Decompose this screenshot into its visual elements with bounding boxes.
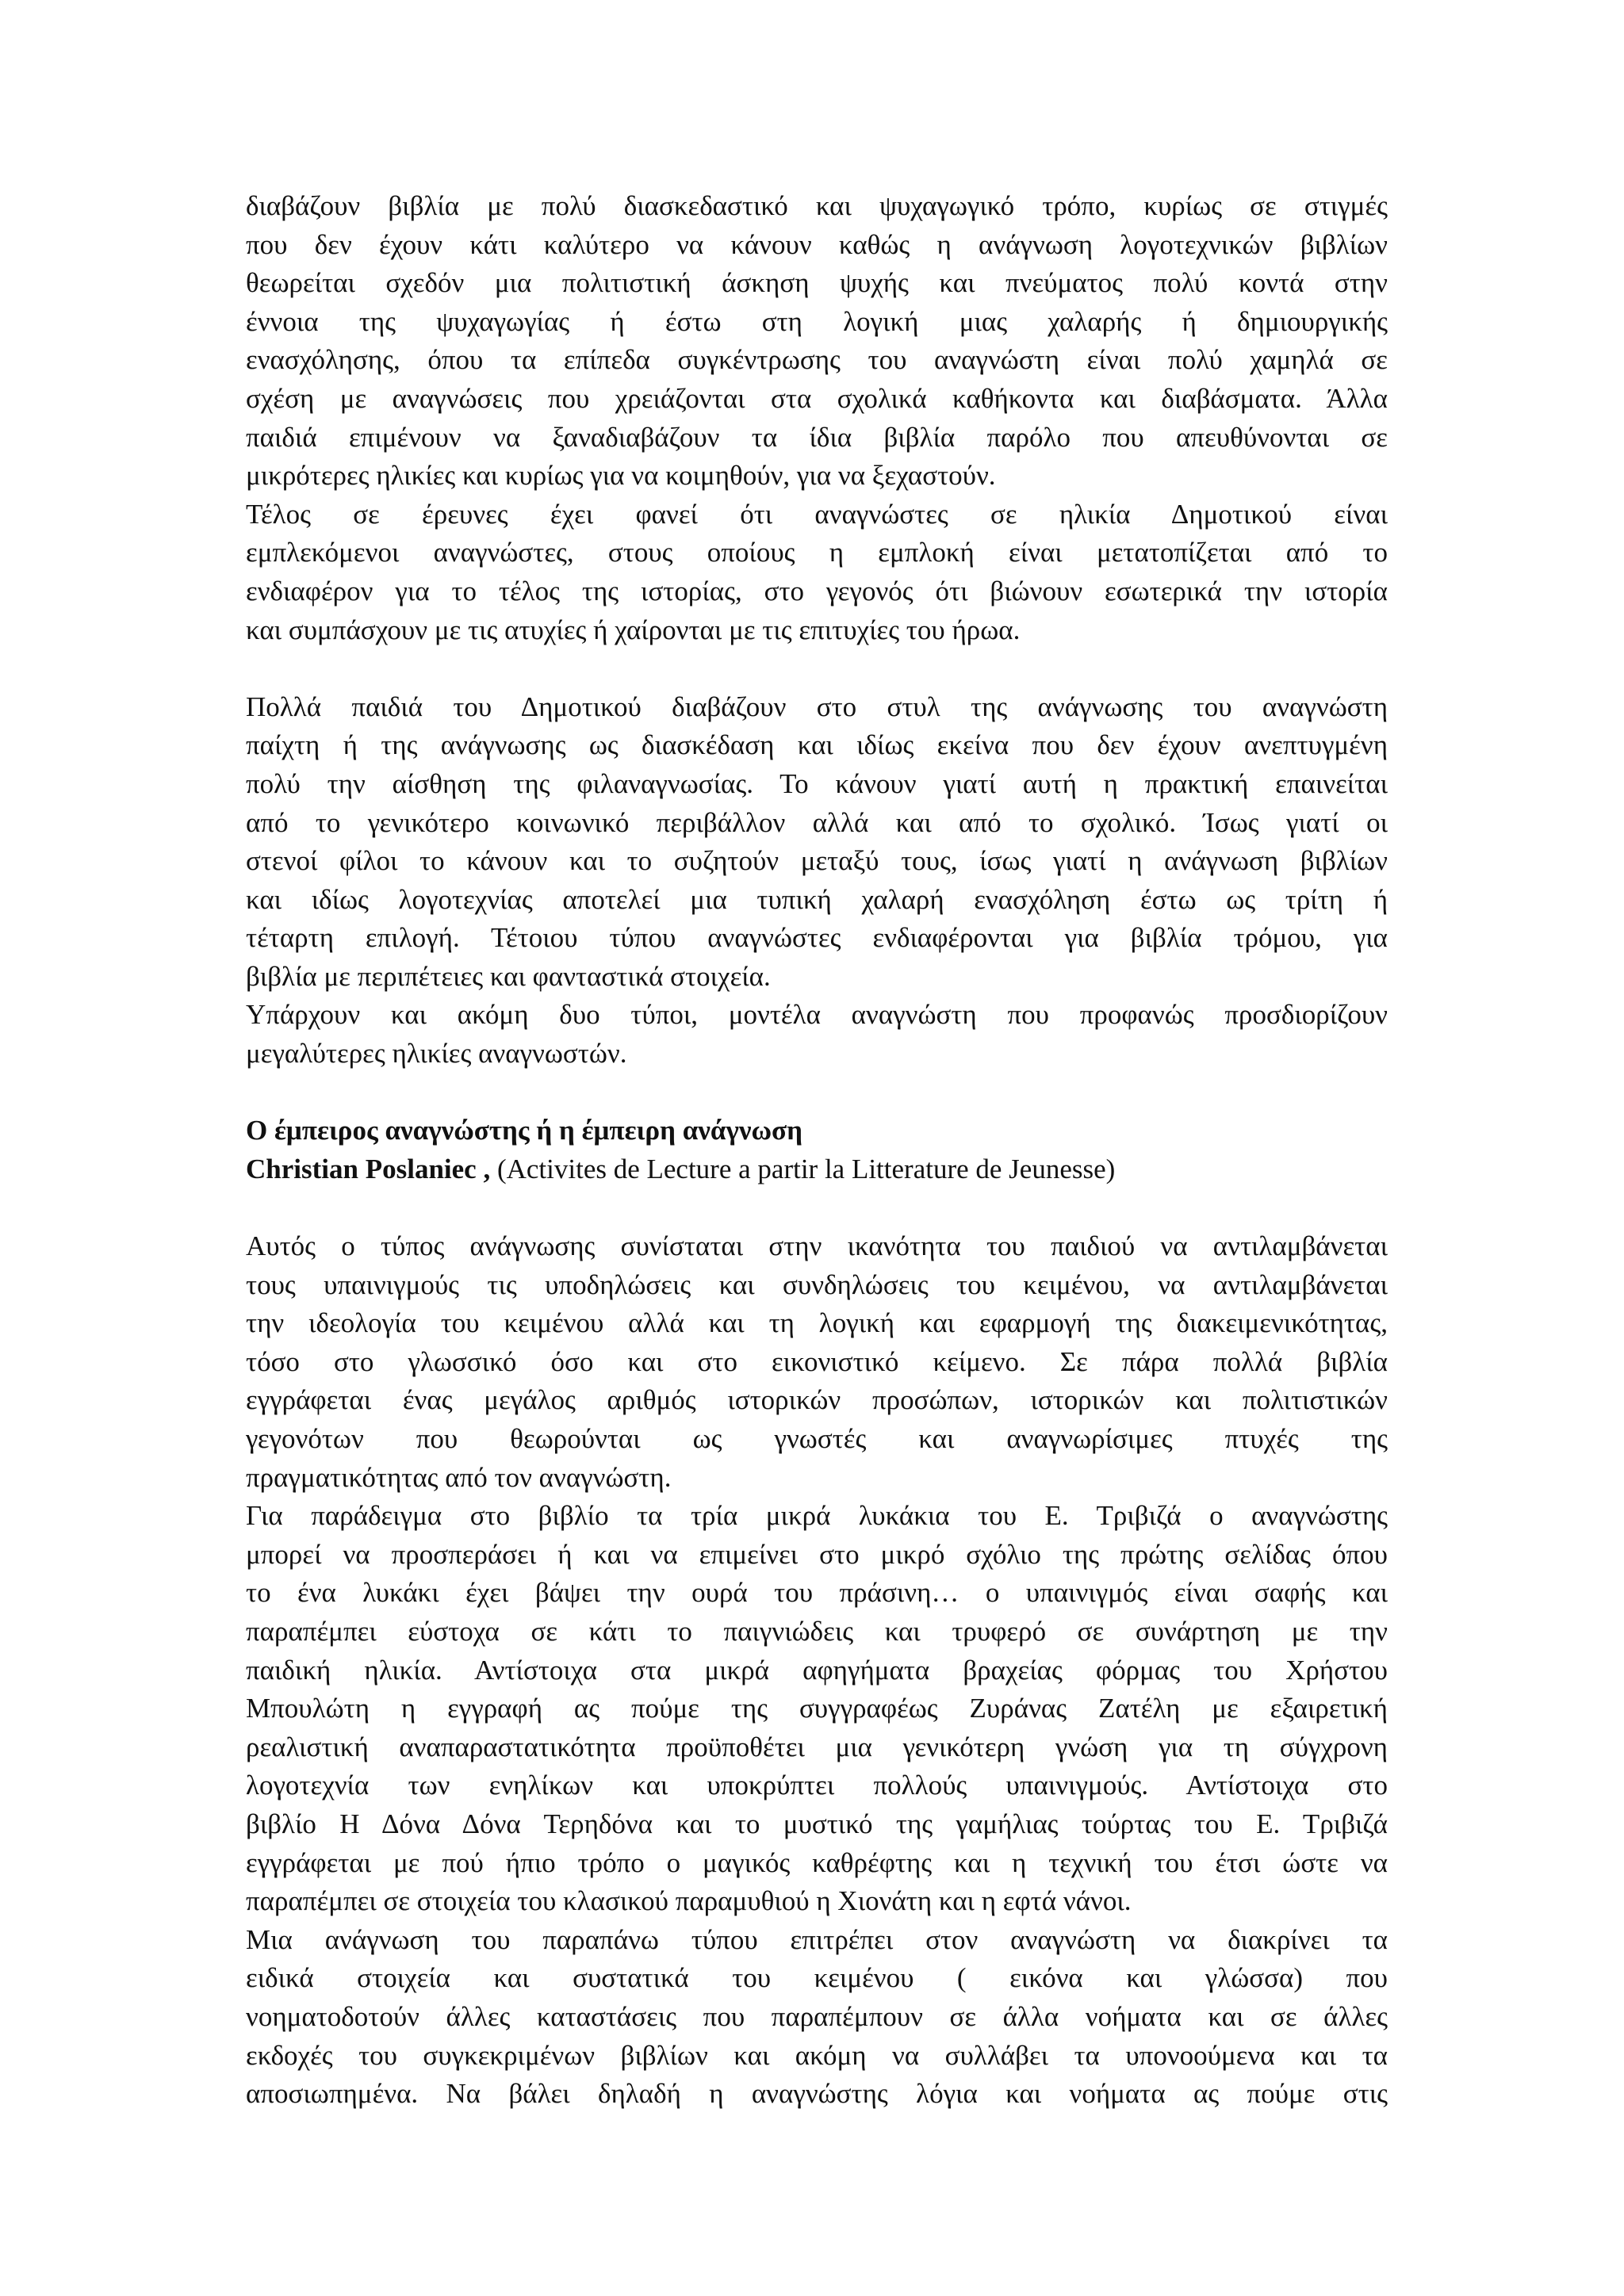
text-line: στενοί φίλοι το κάνουν και το συζητούν μεταξύ τους, ίσως γιατί η ανάγνωση βιβλίων xyxy=(246,845,1388,877)
text-line: το ένα λυκάκι έχει βάψει την ουρά του πράσινη… ο υπαινιγμός είναι σαφής και xyxy=(246,1577,1388,1609)
section-heading: Ο έμπειρος αναγνώστης ή η έμπειρη ανάγνωση xyxy=(246,1115,802,1146)
text-line: θεωρείται σχεδόν μια πολιτιστική άσκηση ψυχής και πνεύματος πολύ κοντά στην xyxy=(246,267,1388,299)
text-line: εγγράφεται ένας μεγάλος αριθμός ιστορικών προσώπων, ιστορικών και πολιτιστικών xyxy=(246,1384,1388,1416)
text-line: ρεαλιστική αναπαραστατικότητα προϋποθέτει μια γενικότερη γνώση για τη σύγχρονη xyxy=(246,1731,1388,1762)
text-line: Υπάρχουν και ακόμη δυο τύποι, μοντέλα αναγνώστη που προφανώς προσδιορίζουν xyxy=(246,999,1388,1031)
text-line: και συμπάσχουν με τις ατυχίες ή χαίρονται με τις επιτυχίες του ήρωα. xyxy=(246,614,1021,645)
text-line: πολύ την αίσθηση της φιλαναγνωσίας. Το κάνουν γιατί αυτή η πρακτική επαινείται xyxy=(246,767,1388,799)
paragraph-gap xyxy=(246,1188,1388,1227)
text-line: από το γενικότερο κοινωνικό περιβάλλον αλλά και από το σχολικό. Ίσως γιατί οι xyxy=(246,806,1388,838)
text-line: έννοια της ψυχαγωγίας ή έστω στη λογική μιας χαλαρής ή δημιουργικής xyxy=(246,305,1388,337)
text-line: σχέση με αναγνώσεις που χρειάζονται στα σχολικά καθήκοντα και διαβάσματα. Άλλα xyxy=(246,382,1388,414)
text-line: Αυτός ο τύπος ανάγνωσης συνίσταται στην ικανότητα του παιδιού να αντιλαμβάνεται xyxy=(246,1230,1388,1262)
text-line: Μια ανάγνωση του παραπάνω τύπου επιτρέπει στον αναγνώστη να διακρίνει τα xyxy=(246,1923,1388,1955)
text-line: παιδική ηλικία. Αντίστοιχα στα μικρά αφηγήματα βραχείας φόρμας του Χρήστου xyxy=(246,1654,1388,1686)
text-line: λογοτεχνία των ενηλίκων και υποκρύπτει πολλούς υπαινιγμούς. Αντίστοιχα στο xyxy=(246,1770,1388,1801)
citation-author: Christian Poslaniec , xyxy=(246,1153,491,1184)
text-line: μεγαλύτερες ηλικίες αναγνωστών. xyxy=(246,1038,627,1070)
paragraph-4 xyxy=(246,996,1388,1073)
text-line: εμπλεκόμενοι αναγνώστες, στους οποίους η εμπλοκή είναι μετατοπίζεται από το xyxy=(246,537,1388,568)
text-line: ενδιαφέρον για το τέλος της ιστορίας, στο γεγονός ότι βιώνουν εσωτερικά την ιστορία xyxy=(246,575,1388,607)
paragraph-6 xyxy=(246,1497,1388,1921)
text-line: ειδικά στοιχεία και συστατικά του κειμένου ( εικόνα και γλώσσα) που xyxy=(246,1962,1388,1994)
text-line: αποσιωπημένα. Να βάλει δηλαδή η αναγνώστης λόγια και νοήματα ας πούμε στις xyxy=(246,2078,1388,2110)
text-line: τους υπαινιγμούς τις υποδηλώσεις και συνδηλώσεις του κειμένου, να αντιλαμβάνεται xyxy=(246,1269,1388,1300)
paragraph-3 xyxy=(246,688,1388,997)
text-line: ενασχόλησης, όπου τα επίπεδα συγκέντρωσης του αναγνώστη είναι πολύ χαμηλά σε xyxy=(246,344,1388,376)
paragraph-1 xyxy=(246,187,1388,496)
paragraph-2 xyxy=(246,496,1388,649)
text-line: τέταρτη επιλογή. Τέτοιου τύπου αναγνώστες ενδιαφέρονται για βιβλία τρόμου, για xyxy=(246,922,1388,954)
text-line: και ιδίως λογοτεχνίας αποτελεί μια τυπική χαλαρή ενασχόληση έστω ως τρίτη ή xyxy=(246,883,1388,915)
document-page xyxy=(246,187,1388,2114)
text-line: που δεν έχουν κάτι καλύτερο να κάνουν καθώς η ανάγνωση λογοτεχνικών βιβλίων xyxy=(246,228,1388,260)
text-line: μπορεί να προσπεράσει ή και να επιμείνει στο μικρό σχόλιο της πρώτης σελίδας όπου xyxy=(246,1538,1388,1570)
text-line: Τέλος σε έρευνες έχει φανεί ότι αναγνώστες σε ηλικία Δημοτικού είναι xyxy=(246,498,1388,530)
text-line: Μπουλώτη η εγγραφή ας πούμε της συγγραφέως Ζυράνας Ζατέλη με εξαιρετική xyxy=(246,1693,1388,1724)
text-line: νοηματοδοτούν άλλες καταστάσεις που παραπέμπουν σε άλλα νοήματα και σε άλλες xyxy=(246,2000,1388,2032)
text-line: παίχτη ή της ανάγνωσης ως διασκέδαση και ιδίως εκείνα που δεν έχουν ανεπτυγμένη xyxy=(246,729,1388,761)
text-line: μικρότερες ηλικίες και κυρίως για να κοιμηθούν, για να ξεχαστούν. xyxy=(246,460,996,492)
text-line: παιδιά επιμένουν να ξαναδιαβάζουν τα ίδια βιβλία παρόλο που απευθύνονται σε xyxy=(246,421,1388,453)
text-line: πραγματικότητας από τον αναγνώστη. xyxy=(246,1461,672,1493)
text-line: παραπέμπει σε στοιχεία του κλασικού παραμυθιού η Χιονάτη και η εφτά νάνοι. xyxy=(246,1885,1132,1917)
paragraph-5 xyxy=(246,1227,1388,1497)
text-line: τόσο στο γλωσσικό όσο και στο εικονιστικό κείμενο. Σε πάρα πολλά βιβλία xyxy=(246,1345,1388,1377)
text-line: διαβάζουν βιβλία με πολύ διασκεδαστικό και ψυχαγωγικό τρόπο, κυρίως σε στιγμές xyxy=(246,190,1388,221)
text-line: Πολλά παιδιά του Δημοτικού διαβάζουν στο στυλ της ανάγνωσης του αναγνώστη xyxy=(246,691,1388,722)
citation-line xyxy=(246,1150,1388,1189)
text-line: την ιδεολογία του κειμένου αλλά και τη λογική και εφαρμογή της διακειμενικότητας, xyxy=(246,1307,1388,1339)
text-line: βιβλίο Η Δόνα Δόνα Τερηδόνα και το μυστικό της γαμήλιας τούρτας του Ε. Τριβιζά xyxy=(246,1808,1388,1839)
text-line: γεγονότων που θεωρούνται ως γνωστές και αναγνωρίσιμες πτυχές της xyxy=(246,1423,1388,1454)
text-line: παραπέμπει εύστοχα σε κάτι το παιγνιώδεις και τρυφερό σε συνάρτηση με την xyxy=(246,1615,1388,1647)
paragraph-7 xyxy=(246,1921,1388,2114)
text-line: βιβλία με περιπέτειες και φανταστικά στοιχεία. xyxy=(246,960,771,992)
text-line: Για παράδειγμα στο βιβλίο τα τρία μικρά λυκάκια του Ε. Τριβιζά ο αναγνώστης xyxy=(246,1500,1388,1532)
paragraph-gap xyxy=(246,1073,1388,1112)
text-line: εκδοχές του συγκεκριμένων βιβλίων και ακόμη να συλλάβει τα υπονοούμενα και τα xyxy=(246,2039,1388,2071)
text-line: εγγράφεται με πού ήπιο τρόπο ο μαγικός καθρέφτης και η τεχνική του έτσι ώστε να xyxy=(246,1846,1388,1878)
paragraph-gap xyxy=(246,649,1388,688)
citation-source: (Activites de Lecture a partir la Litterature de Jeunesse) xyxy=(490,1153,1116,1184)
